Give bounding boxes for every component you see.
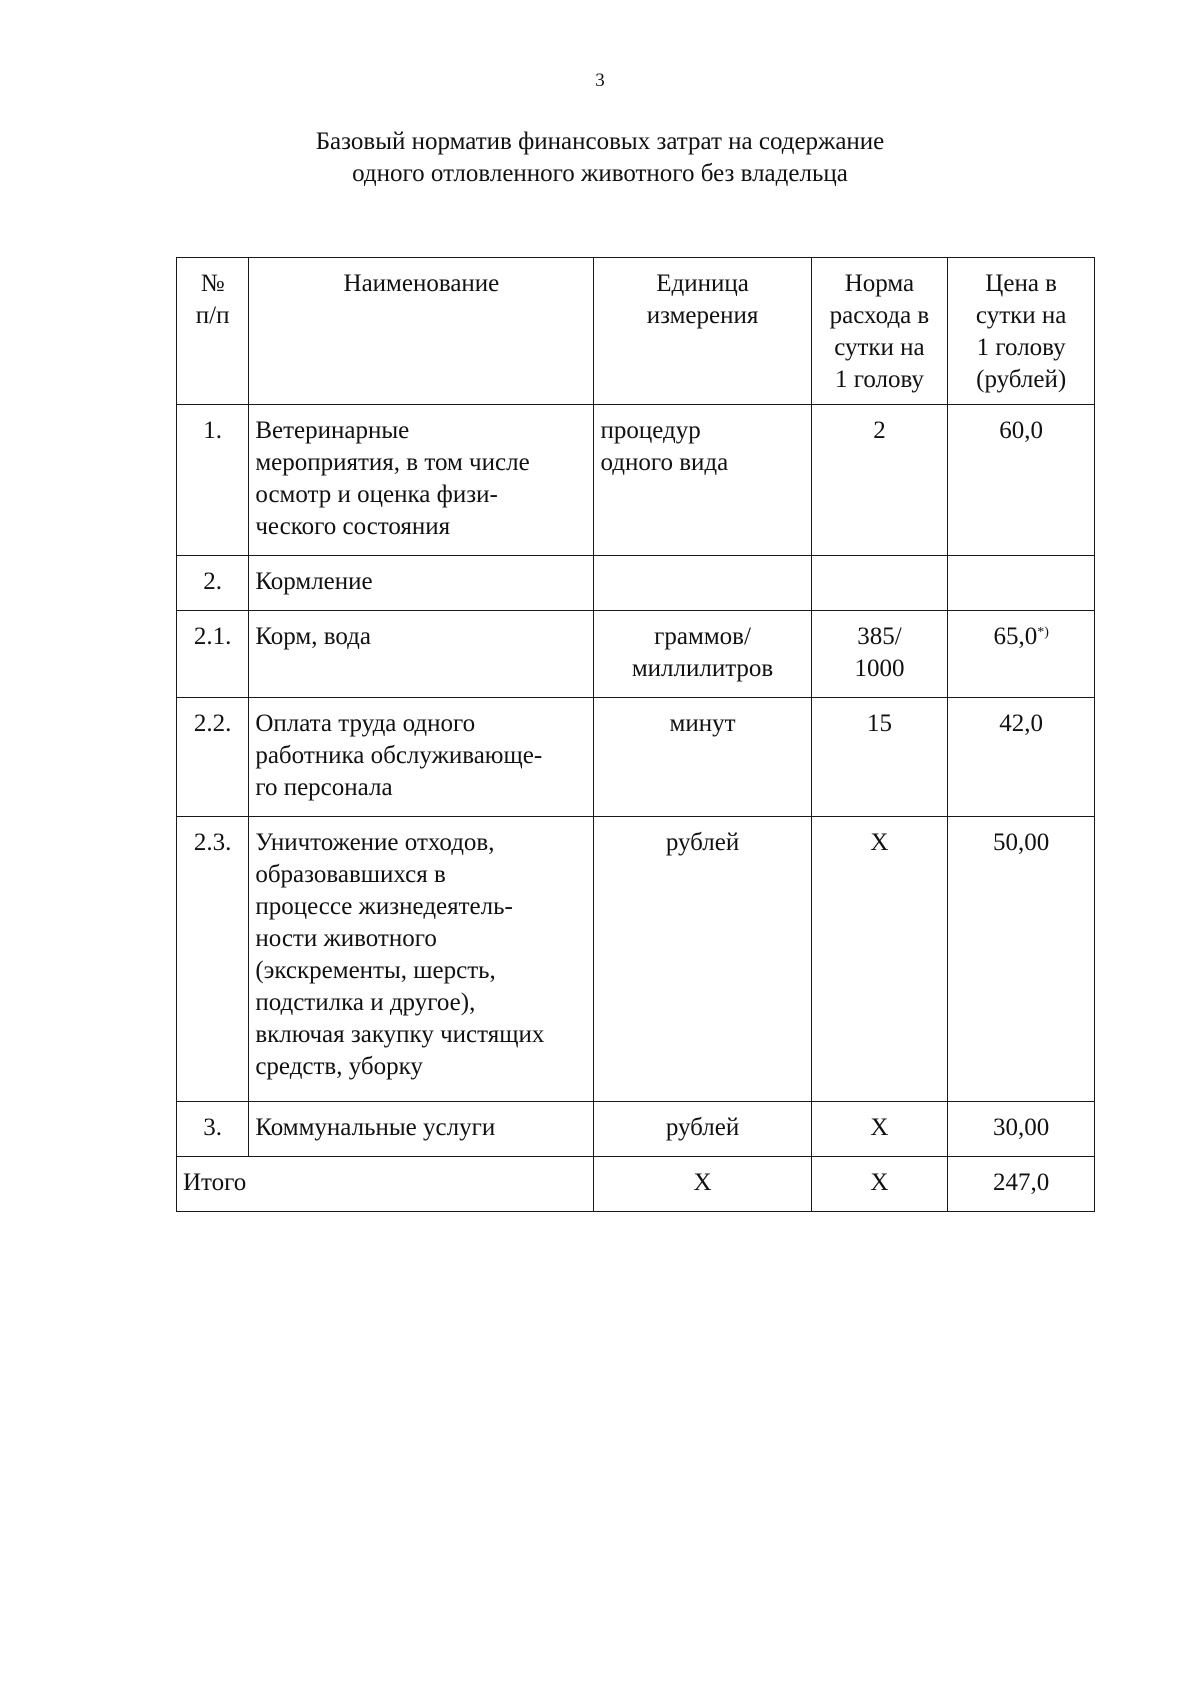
table-row <box>177 405 1095 556</box>
header-num-line: п/п <box>195 302 230 329</box>
header-price <box>948 258 1095 405</box>
cell-name <box>249 556 594 611</box>
cell-num: 3. <box>177 1102 249 1157</box>
cell-unit-line: минут <box>669 710 736 737</box>
cell-unit <box>594 698 811 817</box>
document-title <box>0 126 1200 190</box>
cell-norm <box>811 1102 948 1157</box>
cell-norm <box>811 611 948 698</box>
cell-name-line: процессе жизнедеятель- <box>255 893 513 920</box>
total-norm: Х <box>811 1157 948 1212</box>
cell-norm-line: 385/ <box>857 623 902 650</box>
cell-unit-line: граммов/ <box>654 623 751 650</box>
cell-name-line: го персонала <box>255 774 393 801</box>
header-price-line: сутки на <box>975 302 1067 329</box>
header-price-line: 1 голову <box>976 334 1066 361</box>
cell-unit-line: рублей <box>665 1114 740 1141</box>
cell-price <box>948 611 1095 698</box>
cell-name-line: подстилка и другое), <box>255 989 476 1016</box>
cell-name <box>249 611 594 698</box>
cell-name-line: ности животного <box>255 925 437 952</box>
cell-unit <box>594 1102 811 1157</box>
table-row <box>177 611 1095 698</box>
cell-unit <box>594 817 811 1102</box>
total-row <box>177 1157 1095 1212</box>
cell-price-value: 65,0 <box>993 623 1038 650</box>
cell-unit-line: миллилитров <box>631 655 774 682</box>
header-norm-line: сутки на <box>834 334 925 361</box>
total-price: 247,0 <box>948 1157 1095 1212</box>
table-row <box>177 817 1095 1102</box>
cell-name-line: Уничтожение отходов, <box>255 829 495 856</box>
cell-norm <box>811 698 948 817</box>
header-norm <box>811 258 948 405</box>
cell-norm-line: 1000 <box>854 655 905 682</box>
cell-norm-line: Х <box>870 1114 889 1141</box>
cell-price <box>948 817 1095 1102</box>
cell-name-line: Кормление <box>255 568 373 595</box>
cell-name-line: образовавшихся в <box>255 861 446 888</box>
cell-name-line: (экскременты, шерсть, <box>255 957 496 984</box>
cell-num: 2.3. <box>177 817 249 1102</box>
cell-name-line: Коммунальные услуги <box>255 1114 496 1141</box>
header-price-line: Цена в <box>985 270 1057 297</box>
cell-price-value: 42,0 <box>999 710 1044 737</box>
cell-name-line: Ветеринарные <box>255 417 410 444</box>
header-name-line: Наименование <box>343 270 500 297</box>
footnote-marker: *) <box>1037 625 1049 640</box>
table-row <box>177 556 1095 611</box>
cell-price <box>948 698 1095 817</box>
cell-num: 2. <box>177 556 249 611</box>
header-price-line: (рублей) <box>976 366 1067 393</box>
cell-num: 1. <box>177 405 249 556</box>
cell-unit-line: одного вида <box>600 449 729 476</box>
cell-name-line: ческого состояния <box>255 513 451 540</box>
header-name <box>249 258 594 405</box>
cell-price-value: 30,00 <box>993 1114 1050 1141</box>
cell-name-line: Корм, вода <box>255 623 371 650</box>
cell-unit-line: рублей <box>665 829 740 856</box>
header-num-line: № <box>200 270 225 297</box>
cell-price <box>948 556 1095 611</box>
cell-name <box>249 817 594 1102</box>
cell-norm <box>811 817 948 1102</box>
cell-price-value: 50,00 <box>993 829 1050 856</box>
cell-price-value: 60,0 <box>999 417 1044 444</box>
cell-name <box>249 405 594 556</box>
cost-norm-table <box>176 257 1095 1212</box>
cell-norm <box>811 556 948 611</box>
total-unit: Х <box>594 1157 811 1212</box>
total-label: Итого <box>177 1157 594 1212</box>
cell-name <box>249 698 594 817</box>
cell-num: 2.1. <box>177 611 249 698</box>
table-row <box>177 698 1095 817</box>
table-header-row <box>177 258 1095 405</box>
document-title-line-1: Базовый норматив финансовых затрат на содержание <box>315 128 885 155</box>
cell-name-line: Оплата труда одного <box>255 710 476 737</box>
cell-name-line: мероприятия, в том числе <box>255 449 530 476</box>
page-number: 3 <box>595 70 605 91</box>
cell-name-line: осмотр и оценка физи- <box>255 481 498 508</box>
cell-unit <box>594 405 811 556</box>
cell-norm-line: 2 <box>873 417 886 444</box>
cell-norm-line: Х <box>870 829 889 856</box>
cell-price <box>948 1102 1095 1157</box>
cell-norm-line: 15 <box>866 710 892 737</box>
header-norm-line: расхода в <box>829 302 930 329</box>
header-unit-line: Единица <box>656 270 749 297</box>
cell-name-line: средств, уборку <box>255 1053 423 1080</box>
cell-name-line: работника обслуживающе- <box>255 742 543 769</box>
cell-unit <box>594 556 811 611</box>
cell-unit-line: процедур <box>600 417 701 444</box>
cell-unit <box>594 611 811 698</box>
header-num <box>177 258 249 405</box>
cell-name-line: включая закупку чистящих <box>255 1021 545 1048</box>
header-unit <box>594 258 811 405</box>
cell-name <box>249 1102 594 1157</box>
cell-norm <box>811 405 948 556</box>
header-norm-line: Норма <box>844 270 915 297</box>
header-norm-line: 1 голову <box>834 366 924 393</box>
header-unit-line: измерения <box>646 302 759 329</box>
table-row <box>177 1102 1095 1157</box>
cell-num: 2.2. <box>177 698 249 817</box>
document-title-line-2: одного отловленного животного без владельца <box>352 160 848 187</box>
cell-price <box>948 405 1095 556</box>
